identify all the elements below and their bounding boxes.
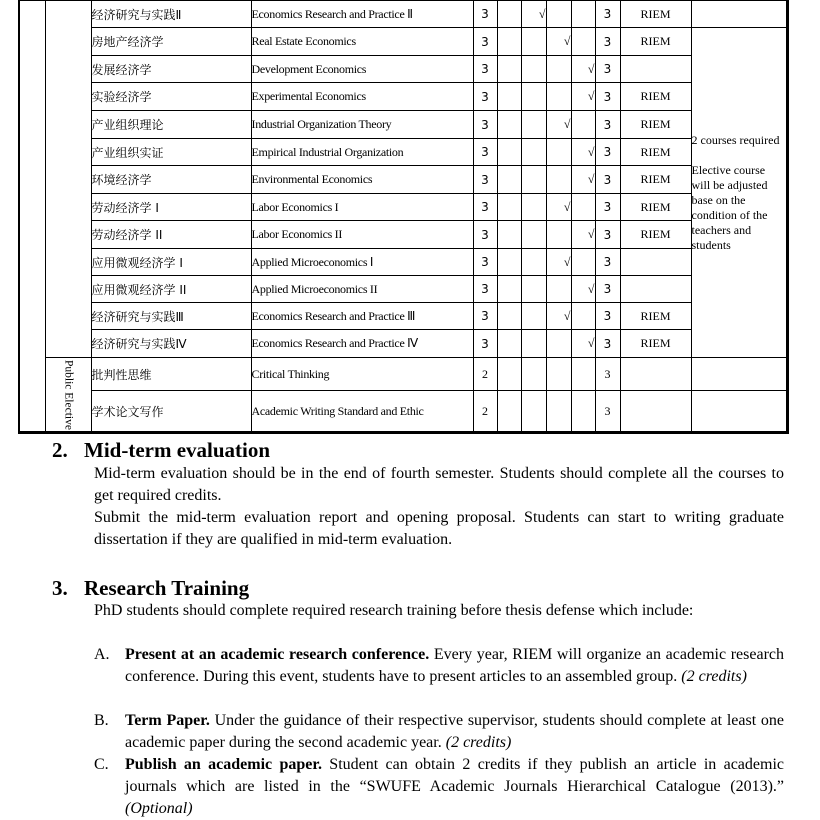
public-elective-row — [19, 358, 787, 391]
term-mark-1 — [497, 83, 521, 111]
note-cell-empty — [691, 391, 787, 433]
category-cell — [19, 1, 45, 433]
term-mark-3 — [546, 83, 571, 111]
course-name-en: Academic Writing Standard and Ethic — [251, 391, 473, 433]
course-name-cn: 劳动经济学 I — [91, 194, 251, 221]
offering-unit: RIEM — [620, 28, 691, 56]
term-mark-2 — [521, 391, 546, 433]
semester: 3 — [595, 330, 620, 358]
course-name-cn: 劳动经济学 II — [91, 221, 251, 249]
course-name-cn: 实验经济学 — [91, 83, 251, 111]
term-mark-1 — [497, 391, 521, 433]
course-name-en: Development Economics — [251, 56, 473, 83]
note-cell-empty — [691, 1, 787, 28]
semester: 3 — [595, 28, 620, 56]
course-row — [19, 111, 787, 139]
course-name-en: Industrial Organization Theory — [251, 111, 473, 139]
credits: 3 — [473, 56, 497, 83]
offering-unit — [620, 249, 691, 276]
offering-unit — [620, 276, 691, 303]
semester: 3 — [595, 221, 620, 249]
term-mark-1 — [497, 249, 521, 276]
course-row — [19, 276, 787, 303]
semester: 3 — [595, 276, 620, 303]
note-cell-empty — [691, 358, 787, 391]
course-name-cn: 经济研究与实践Ⅱ — [91, 1, 251, 28]
term-mark-2 — [521, 28, 546, 56]
term-mark-1 — [497, 139, 521, 166]
semester: 3 — [595, 111, 620, 139]
offering-unit: RIEM — [620, 111, 691, 139]
course-name-cn: 发展经济学 — [91, 56, 251, 83]
public-elective-row — [19, 391, 787, 433]
credits: 3 — [473, 249, 497, 276]
term-mark-3 — [546, 391, 571, 433]
course-name-cn: 经济研究与实践Ⅳ — [91, 330, 251, 358]
term-mark-3: √ — [546, 28, 571, 56]
term-mark-2: √ — [521, 1, 546, 28]
offering-unit: RIEM — [620, 303, 691, 330]
term-mark-3 — [546, 221, 571, 249]
term-mark-4 — [571, 358, 595, 391]
course-row — [19, 56, 787, 83]
section-2-title: Mid-term evaluation — [84, 438, 271, 462]
offering-unit: RIEM — [620, 221, 691, 249]
public-elective-label-cell — [45, 358, 91, 433]
course-name-en: Experimental Economics — [251, 83, 473, 111]
course-row — [19, 330, 787, 358]
term-mark-1 — [497, 56, 521, 83]
semester: 3 — [595, 194, 620, 221]
term-mark-1 — [497, 330, 521, 358]
term-mark-3: √ — [546, 303, 571, 330]
research-item-a: A. Present at an academic research conference. Every year, RIEM will organize an academic research conference. During this event, students have to present articles to an assembled group. (2 credits) — [94, 646, 785, 685]
course-name-cn: 应用微观经济学 II — [91, 276, 251, 303]
term-mark-3 — [546, 139, 571, 166]
public-elective-label: Public Elective — [62, 359, 75, 430]
credits: 2 — [473, 358, 497, 391]
credits: 3 — [473, 221, 497, 249]
note-required: 2 courses required — [691, 132, 780, 147]
offering-unit: RIEM — [620, 194, 691, 221]
course-row — [19, 28, 787, 56]
semester: 3 — [595, 166, 620, 194]
course-row — [19, 249, 787, 276]
section-2-heading: 2. Mid-term evaluation — [52, 438, 271, 462]
term-mark-3: √ — [546, 111, 571, 139]
term-mark-4: √ — [571, 83, 595, 111]
term-mark-3 — [546, 358, 571, 391]
course-name-en: Critical Thinking — [251, 358, 473, 391]
course-name-en: Economics Research and Practice Ⅲ — [251, 303, 473, 330]
term-mark-3 — [546, 1, 571, 28]
offering-unit: RIEM — [620, 83, 691, 111]
course-name-en: Empirical Industrial Organization — [251, 139, 473, 166]
course-name-cn: 学术论文写作 — [91, 391, 251, 433]
section-3-title: Research Training — [84, 576, 250, 600]
course-row — [19, 194, 787, 221]
course-name-en: Real Estate Economics — [251, 28, 473, 56]
term-mark-1 — [497, 1, 521, 28]
credits: 3 — [473, 194, 497, 221]
term-mark-1 — [497, 276, 521, 303]
course-name-en: Labor Economics II — [251, 221, 473, 249]
credits: 3 — [473, 166, 497, 194]
section-2-paragraph-2: Submit the mid-term evaluation report and opening proposal. Students can start to writing graduate dissertation if they are qualified in mid-term evaluation. — [94, 509, 784, 548]
term-mark-2 — [521, 221, 546, 249]
credits: 3 — [473, 1, 497, 28]
term-mark-1 — [497, 28, 521, 56]
term-mark-4: √ — [571, 56, 595, 83]
section-3-heading: 3. Research Training — [52, 576, 250, 600]
offering-unit — [620, 358, 691, 391]
semester: 3 — [595, 303, 620, 330]
term-mark-4: √ — [571, 139, 595, 166]
research-item-c: C. Publish an academic paper. Student can obtain 2 credits if they publish an article in academic journals which are listed in the “SWUFE Academic Journals Hierarchical Catalogue (2013).” (Optional) — [94, 756, 784, 817]
term-mark-1 — [497, 166, 521, 194]
offering-unit: RIEM — [620, 139, 691, 166]
term-mark-1 — [497, 303, 521, 330]
course-row — [19, 139, 787, 166]
semester: 3 — [595, 139, 620, 166]
term-mark-2 — [521, 111, 546, 139]
term-mark-4 — [571, 28, 595, 56]
term-mark-2 — [521, 194, 546, 221]
credits: 2 — [473, 391, 497, 433]
semester: 3 — [595, 249, 620, 276]
subcategory-cell — [45, 1, 91, 358]
credits: 3 — [473, 83, 497, 111]
course-name-en: Applied Microeconomics II — [251, 276, 473, 303]
term-mark-3 — [546, 166, 571, 194]
credits: 3 — [473, 330, 497, 358]
course-name-en: Applied Microeconomics Ⅰ — [251, 249, 473, 276]
research-item-b: B. Term Paper. Under the guidance of their respective supervisor, students should complete at least one academic paper during the second academic year. (2 credits) — [94, 712, 785, 751]
term-mark-3 — [546, 330, 571, 358]
semester: 3 — [595, 391, 620, 433]
semester: 3 — [595, 1, 620, 28]
term-mark-2 — [521, 330, 546, 358]
course-name-cn: 经济研究与实践Ⅲ — [91, 303, 251, 330]
course-name-cn: 环境经济学 — [91, 166, 251, 194]
course-name-en: Economics Research and Practice Ⅱ — [251, 1, 473, 28]
offering-unit — [620, 56, 691, 83]
term-mark-1 — [497, 358, 521, 391]
semester: 3 — [595, 358, 620, 391]
course-name-en: Economics Research and Practice Ⅳ — [251, 330, 473, 358]
semester: 3 — [595, 56, 620, 83]
term-mark-4 — [571, 1, 595, 28]
term-mark-2 — [521, 249, 546, 276]
term-mark-2 — [521, 139, 546, 166]
offering-unit: RIEM — [620, 166, 691, 194]
term-mark-4 — [571, 249, 595, 276]
term-mark-2 — [521, 303, 546, 330]
term-mark-4: √ — [571, 166, 595, 194]
term-mark-3 — [546, 276, 571, 303]
credits: 3 — [473, 111, 497, 139]
course-row — [19, 166, 787, 194]
course-name-cn: 产业组织理论 — [91, 111, 251, 139]
offering-unit: RIEM — [620, 330, 691, 358]
course-name-cn: 应用微观经济学 I — [91, 249, 251, 276]
course-row — [19, 1, 787, 28]
term-mark-3 — [546, 56, 571, 83]
term-mark-4 — [571, 111, 595, 139]
course-name-cn: 产业组织实证 — [91, 139, 251, 166]
term-mark-4: √ — [571, 276, 595, 303]
credits: 3 — [473, 276, 497, 303]
course-row — [19, 83, 787, 111]
section-2-paragraph-1: Mid-term evaluation should be in the end of fourth semester. Students should complete all the courses to get required credits. — [94, 465, 784, 504]
semester: 3 — [595, 83, 620, 111]
term-mark-2 — [521, 56, 546, 83]
term-mark-4 — [571, 303, 595, 330]
term-mark-4 — [571, 194, 595, 221]
course-row — [19, 303, 787, 330]
term-mark-1 — [497, 194, 521, 221]
term-mark-2 — [521, 276, 546, 303]
offering-unit: RIEM — [620, 1, 691, 28]
credits: 3 — [473, 139, 497, 166]
term-mark-2 — [521, 166, 546, 194]
credits: 3 — [473, 303, 497, 330]
course-table — [18, 0, 789, 434]
offering-unit — [620, 391, 691, 433]
course-name-en: Environmental Economics — [251, 166, 473, 194]
elective-note — [691, 28, 787, 358]
term-mark-2 — [521, 358, 546, 391]
section-3-intro: PhD students should complete required research training before thesis defense which include: — [94, 602, 694, 619]
credits: 3 — [473, 28, 497, 56]
course-name-cn: 批判性思维 — [91, 358, 251, 391]
term-mark-1 — [497, 111, 521, 139]
term-mark-4: √ — [571, 221, 595, 249]
term-mark-1 — [497, 221, 521, 249]
term-mark-4: √ — [571, 330, 595, 358]
course-row — [19, 221, 787, 249]
term-mark-2 — [521, 83, 546, 111]
term-mark-3: √ — [546, 194, 571, 221]
term-mark-4 — [571, 391, 595, 433]
note-adjust: Elective course will be adjusted base on the condition of the teachers and students — [691, 162, 768, 252]
course-name-en: Labor Economics I — [251, 194, 473, 221]
term-mark-3: √ — [546, 249, 571, 276]
course-name-cn: 房地产经济学 — [91, 28, 251, 56]
